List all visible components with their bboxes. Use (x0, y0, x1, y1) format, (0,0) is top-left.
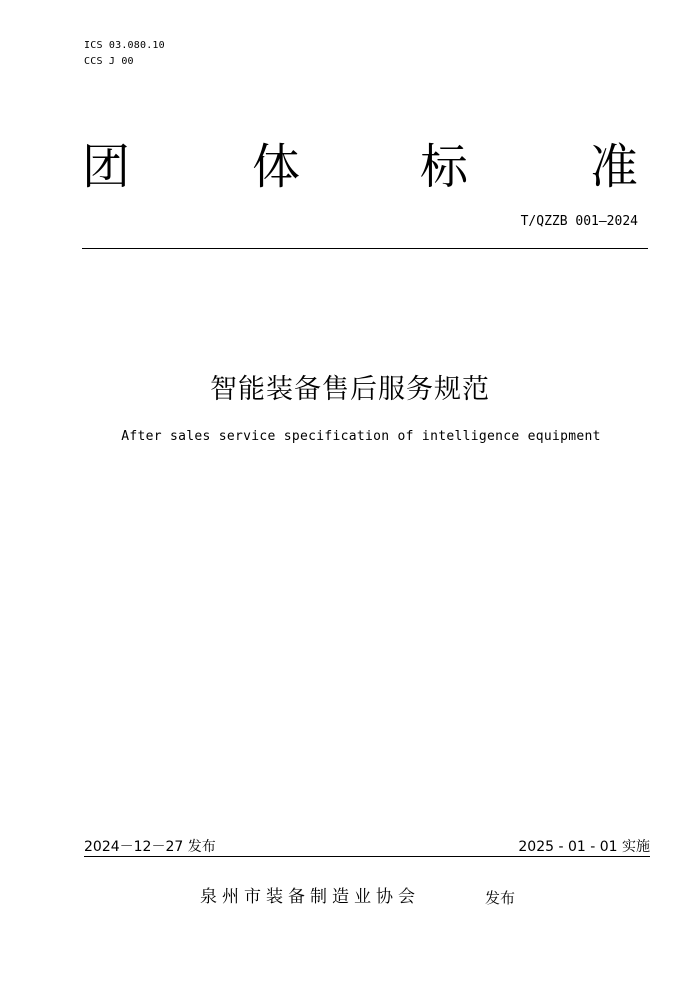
standard-type-heading (82, 134, 642, 200)
standard-type-char-1: 团 (82, 139, 131, 195)
standard-type-char-2: 体 (252, 139, 301, 195)
standard-type-char-3: 标 (420, 139, 469, 195)
implementation-date: 2025 - 01 - 01 实施 (518, 839, 650, 855)
standard-number: T/QZZB 001—2024 (520, 214, 638, 229)
publisher-name: 泉州市装备制造业协会 (200, 887, 420, 907)
ics-code: ICS 03.080.10 (84, 40, 165, 51)
document-title-chinese: 智能装备售后服务规范 (210, 374, 490, 405)
ccs-code: CCS J 00 (84, 56, 134, 67)
standard-type-char-4: 准 (590, 139, 639, 195)
classification-codes (84, 38, 165, 70)
issue-date: 2024－12－27 发布 (84, 839, 216, 855)
footer-divider (84, 856, 650, 857)
publish-label: 发布 (485, 889, 516, 907)
header-divider (82, 248, 648, 249)
document-title-english: After sales service specification of intelligence equipment (121, 429, 601, 444)
